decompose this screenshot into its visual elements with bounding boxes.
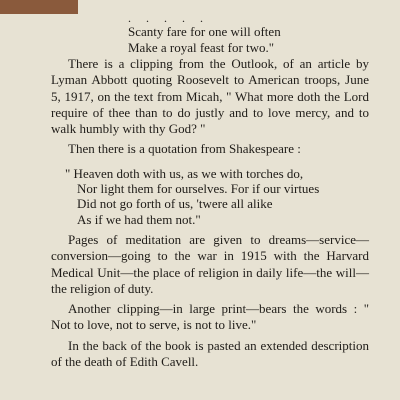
paragraph-edith-cavell: In the back of the book is pasted an extended description of the death of Edith Cavell. [51,337,369,370]
page-edge-tab [0,0,78,14]
quote-line-4: As if we had them not." [77,211,201,227]
body-text-lower [51,232,369,374]
paragraph-shakespeare-intro: Then there is a quotation from Shakespeare : [68,141,301,157]
verse-fragment [128,12,388,55]
paragraph-large-print-clipping: Another clipping—in large print—bears the words : " Not to love, not to serve, is not to live." [51,301,369,333]
body-text-upper [51,56,369,162]
quote-line-2: Nor light them for ourselves. For if our virtues [77,181,320,197]
verse-line-2: Make a royal feast for two." [128,39,275,55]
shakespeare-quote [65,166,375,227]
paragraph-outlook-clipping: There is a clipping from the Outlook, of an article by Lyman Abbott quoting Roosevelt to American troops, June 5, 1917, on the text from Micah, " What more doth the Lord require of thee than to do justly and to love mercy, and to walk humbly with thy God? " [51,56,369,137]
quote-line-1: " Heaven doth with us, as we with torches do, [65,166,304,181]
ellipsis-dots: . . . . . [128,11,209,25]
verse-line-1: Scanty fare for one will often [128,24,281,39]
quote-line-3: Did not go forth of us, 'twere all alike [77,196,273,212]
paragraph-meditation: Pages of meditation are given to dreams—service—conversion—going to the war in 1915 with the Harvard Medical Unit—the place of religion in daily life—the will—the religion of duty. [51,232,369,296]
